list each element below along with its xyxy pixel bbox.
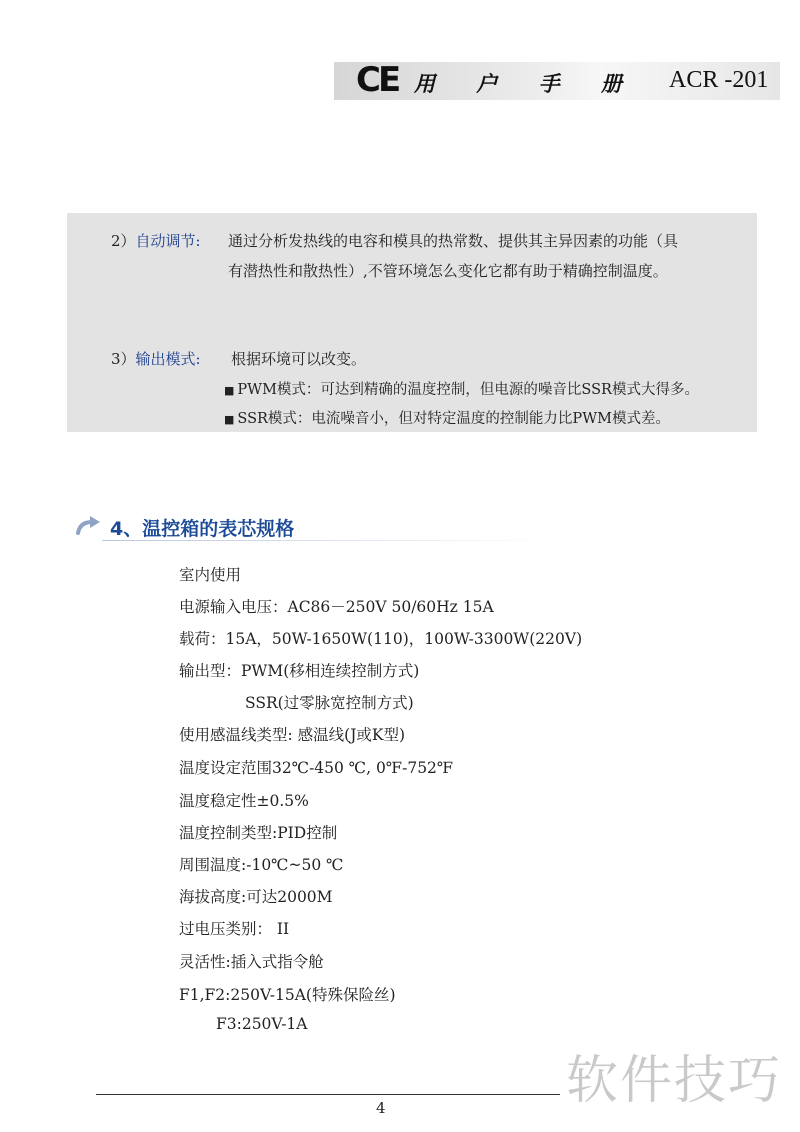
bullet1-text: PWM模式：可达到精确的温度控制，但电源的噪音比SSR模式大得多。 <box>237 382 699 398</box>
watermark: 软件技巧 <box>566 1051 783 1111</box>
section-title: 4、温控箱的表芯规格 <box>110 518 295 540</box>
spec-line: 过电压类别： II <box>179 920 290 938</box>
item3-bullet2 <box>224 407 670 428</box>
item2-heading <box>111 230 201 251</box>
square-bullet-icon: ■ <box>224 413 235 426</box>
spec-line: SSR(过零脉宽控制方式) <box>245 694 414 712</box>
section-divider <box>102 540 552 541</box>
bullet2-text: SSR模式：电流噪音小，但对特定温度的控制能力比PWM模式差。 <box>237 411 670 427</box>
spec-line: 电源输入电压：AC86－250V 50/60Hz 15A <box>179 598 494 616</box>
item2-number: 2） <box>111 232 136 250</box>
item2-line1: 通过分析发热线的电容和模具的热常数、提供其主异因素的功能（具 <box>228 232 679 250</box>
curved-arrow-icon <box>74 515 102 537</box>
model-number: ACR -201 <box>669 67 769 93</box>
spec-line: 室内使用 <box>179 566 242 584</box>
item2-label: 自动调节: <box>135 232 201 250</box>
item3-number: 3） <box>111 350 136 368</box>
spec-line: 温度控制类型:PID控制 <box>179 824 338 842</box>
item3-bullet1 <box>224 378 699 399</box>
spec-line: 使用感温线类型: 感温线(J或K型) <box>179 726 406 744</box>
item3-label: 输出模式: <box>135 350 201 368</box>
spec-line: 灵活性:插入式指令舱 <box>179 953 324 971</box>
ce-logo: CE <box>356 60 399 100</box>
spec-line: F3:250V-1A <box>216 1015 308 1033</box>
footer-divider <box>96 1094 560 1095</box>
item3-text: 根据环境可以改变。 <box>231 350 367 368</box>
item3-heading <box>111 348 201 369</box>
square-bullet-icon: ■ <box>224 384 235 397</box>
item2-line2: 有潜热性和散热性）,不管环境怎么变化它都有助于精确控制温度。 <box>228 262 668 280</box>
spec-line: F1,F2:250V-15A(特殊保险丝) <box>179 986 396 1004</box>
manual-title: 用 户 手 册 <box>414 72 639 96</box>
spec-line: 海拔高度:可达2000M <box>179 888 333 906</box>
spec-line: 温度设定范围32℃-450 ℃, 0℉-752℉ <box>179 759 454 777</box>
spec-line: 周围温度:-10℃~50 ℃ <box>179 856 344 874</box>
spec-line: 输出型：PWM(移相连续控制方式) <box>179 662 420 680</box>
spec-line: 温度稳定性±0.5% <box>179 792 309 810</box>
spec-line: 载荷：15A，50W-1650W(110)，100W-3300W(220V) <box>179 630 583 648</box>
page-number: 4 <box>376 1099 386 1117</box>
